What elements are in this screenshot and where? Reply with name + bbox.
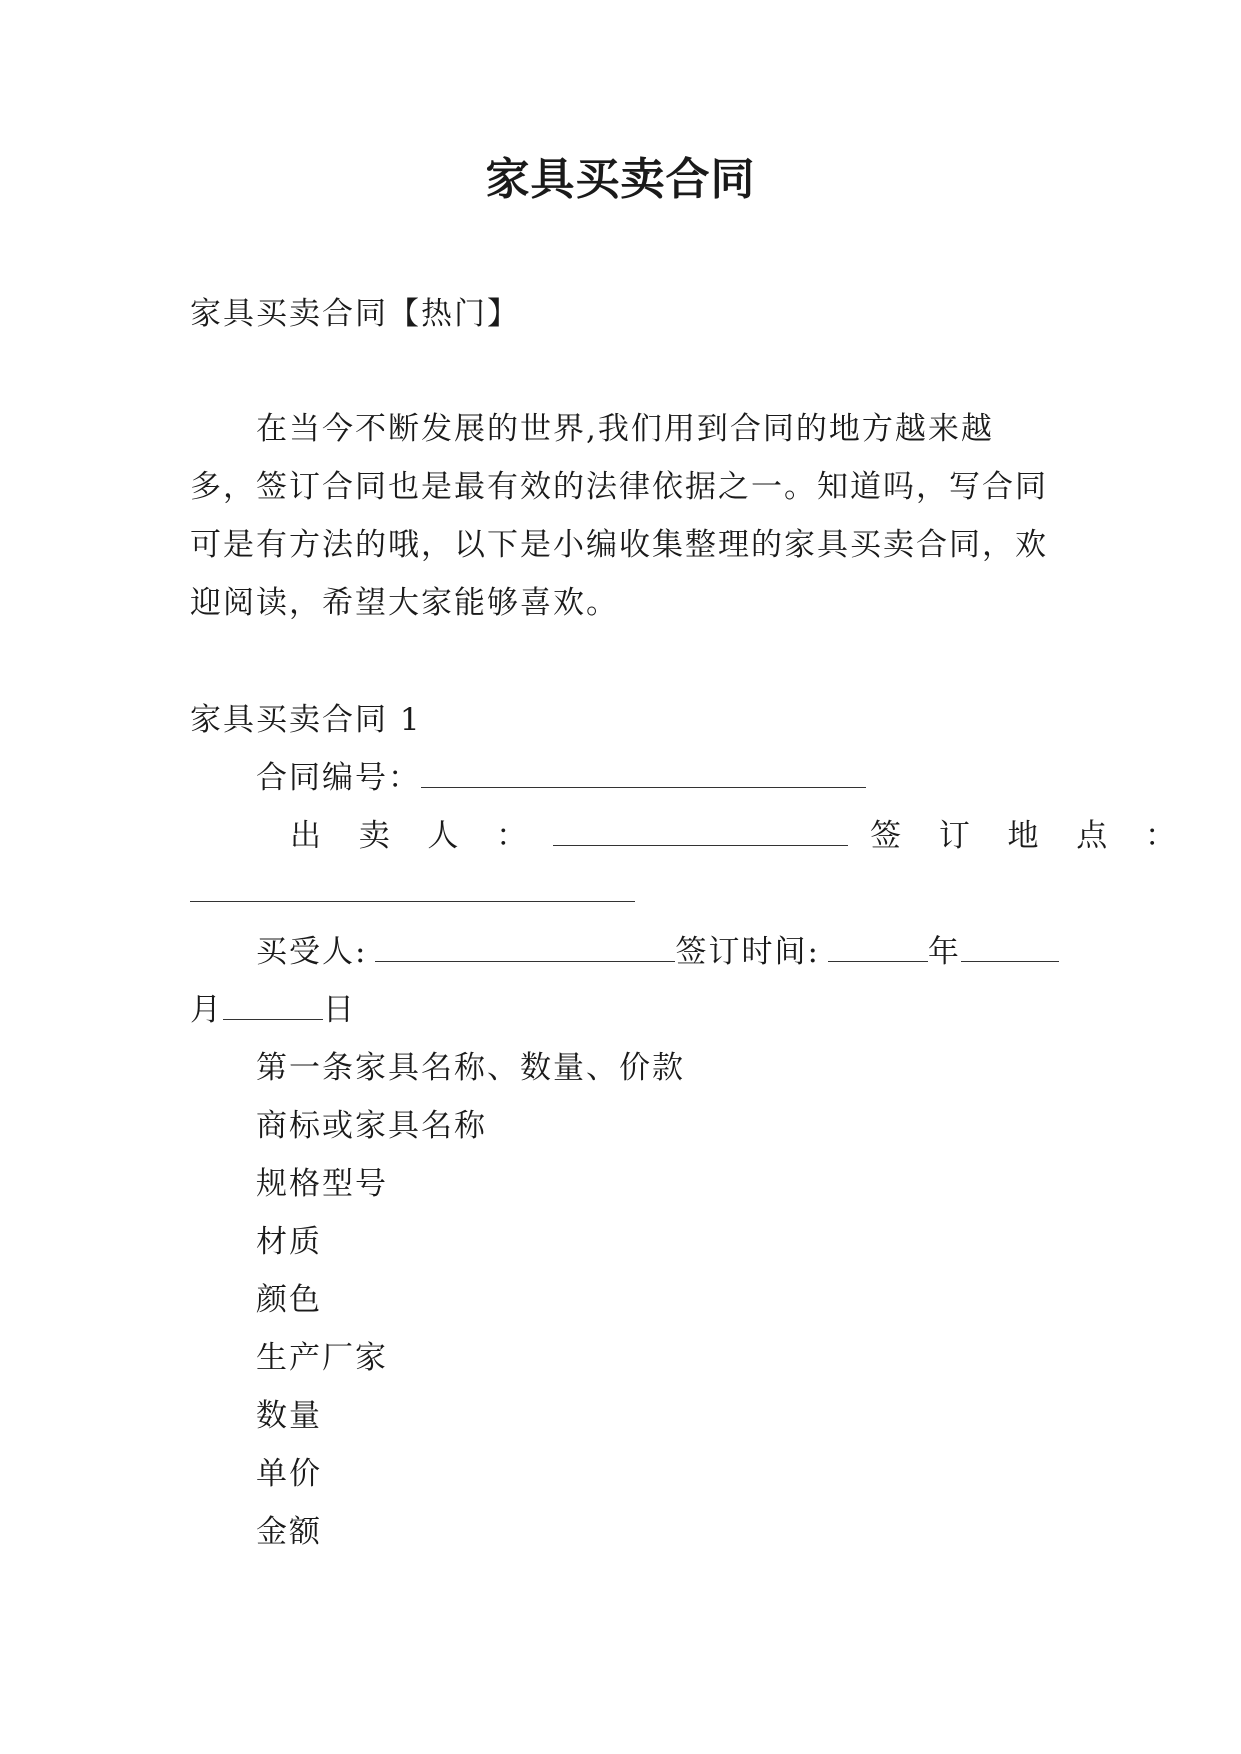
buyer-blank[interactable] [375, 939, 675, 962]
day-blank[interactable] [223, 997, 323, 1020]
month-label: 月 [190, 992, 223, 1028]
item-manufacturer: 生产厂家 [256, 1340, 388, 1376]
document-title: 家具买卖合同 [485, 154, 756, 205]
sign-place-row [190, 872, 635, 912]
item-brand-name: 商标或家具名称 [256, 1108, 487, 1144]
sign-place-label: 签 订 地 点 ： [870, 818, 1182, 854]
day-label: 日 [323, 992, 356, 1028]
item-amount: 金额 [256, 1514, 322, 1550]
year-blank[interactable] [828, 939, 928, 962]
seller-blank[interactable] [553, 823, 848, 846]
article-1-heading: 第一条家具名称、数量、价款 [256, 1050, 685, 1086]
intro-paragraph [190, 400, 1050, 632]
item-unit-price: 单价 [256, 1456, 322, 1492]
buyer-row [256, 932, 1059, 972]
contract-number-row [256, 758, 866, 798]
contract-number-label: 合同编号： [256, 760, 421, 796]
item-color: 颜色 [256, 1282, 322, 1318]
section-heading: 家具买卖合同 1 [190, 702, 422, 738]
seller-row [290, 816, 1182, 856]
buyer-label: 买受人: [256, 934, 368, 970]
sign-time-label: 签订时间: [675, 934, 820, 970]
document-subtitle: 家具买卖合同【热门】 [190, 296, 520, 332]
item-model: 规格型号 [256, 1166, 388, 1202]
date-row [190, 990, 356, 1030]
item-material: 材质 [256, 1224, 322, 1260]
month-blank[interactable] [961, 939, 1059, 962]
sign-place-blank[interactable] [190, 879, 635, 902]
seller-label: 出 卖 人 ： [290, 818, 534, 854]
contract-number-blank[interactable] [421, 765, 866, 788]
item-quantity: 数量 [256, 1398, 322, 1434]
intro-text: 在当今不断发展的世界,我们用到合同的地方越来越多，签订合同也是最有效的法律依据之一。知道吗，写合同可是有方法的哦，以下是小编收集整理的家具买卖合同，欢迎阅读，希望大家能够喜欢。 [190, 411, 1048, 621]
year-label: 年 [927, 934, 961, 970]
